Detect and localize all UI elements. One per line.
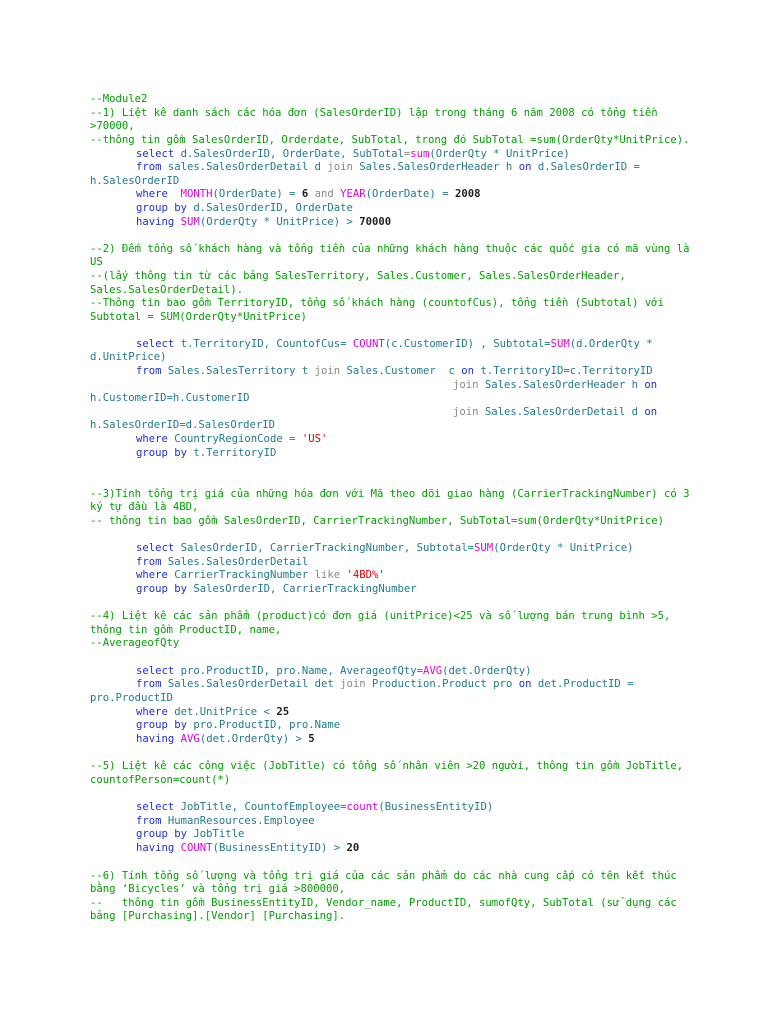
q2-join-continuation: h.CustomerID=h.CustomerID [90, 392, 250, 404]
sql-identifier: pro.ProductID, pro.Name [187, 719, 341, 731]
sql-identifier: Production.Product pro [365, 678, 519, 690]
sql-keyword: group by [136, 719, 188, 731]
q1-where-line [136, 188, 480, 202]
sql-number: 5 [308, 733, 315, 745]
sql-identifier: Sales.SalesOrderHeader h [478, 379, 645, 391]
q4-comment-line: --4) Liệt kê các sản phẩm (product)có đơn giá (unitPrice)<25 và số lượng bán trung bình >5, [90, 610, 671, 622]
sql-identifier: t.TerritoryID [187, 447, 277, 459]
q2-comment-line: Sales.SalesOrderDetail). [90, 284, 244, 296]
q2-comment-line: Subtotal = SUM(OrderQty*UnitPrice) [90, 311, 307, 323]
sql-keyword: on [644, 406, 658, 418]
q4-comment-line: thông tin gồm ProductID, name, [90, 624, 282, 636]
q3-from-line [136, 556, 308, 570]
q4-where-line [136, 706, 289, 720]
q2-group-line [136, 447, 276, 461]
q1-from-continuation: h.SalesOrderID [90, 175, 180, 187]
sql-number: 2008 [454, 188, 481, 200]
sql-keyword: where [136, 706, 168, 718]
q5-from-line [136, 815, 315, 829]
sql-keyword: join [340, 678, 366, 690]
q1-select-line [136, 148, 570, 162]
sql-identifier: CarrierTrackingNumber [167, 569, 315, 581]
sql-identifier: Sales.SalesTerritory t [161, 365, 315, 377]
sql-identifier: d.SalesOrderID, OrderDate [187, 202, 353, 214]
q2-from-line [136, 365, 653, 379]
sql-keyword: group by [136, 583, 188, 595]
sql-keyword: from [136, 365, 162, 377]
sql-identifier: Sales.SalesOrderDetail d [478, 406, 645, 418]
sql-keyword: from [136, 815, 162, 827]
sql-keyword: join [327, 161, 353, 173]
sql-keyword: on [644, 379, 658, 391]
sql-identifier: (det.OrderQty) > [199, 733, 309, 745]
sql-identifier: SalesOrderID, CarrierTrackingNumber, Subtotal= [174, 542, 475, 554]
q3-select-line [136, 542, 634, 556]
sql-number: 70000 [359, 216, 392, 228]
sql-identifier: CountryRegionCode = [167, 433, 302, 445]
q4-group-line [136, 719, 340, 733]
sql-identifier: (OrderQty * UnitPrice) [429, 148, 570, 160]
q2-join-continuation: h.SalesOrderID=d.SalesOrderID [90, 419, 275, 431]
q3-where-line [136, 569, 385, 583]
q1-having-line [136, 216, 391, 230]
q5-comment-line: --5) Liệt kê các công việc (JobTitle) có tổng số nhân viên >20 người, thông tin gồm JobTitle, [90, 760, 684, 772]
sql-string: '4BD%' [340, 569, 385, 581]
sql-identifier: (BusinessEntityID) > [212, 842, 347, 854]
sql-keyword: group by [136, 447, 188, 459]
sql-identifier: JobTitle, CountofEmployee= [174, 801, 347, 813]
sql-identifier: d.SalesOrderID = [531, 161, 640, 173]
sql-identifier: t.TerritoryID, CountofCus= [174, 338, 353, 350]
q3-group-line [136, 583, 417, 597]
sql-number: 25 [276, 706, 290, 718]
q1-group-line [136, 202, 353, 216]
q5-select-line [136, 801, 493, 815]
sql-keyword: select [136, 665, 175, 677]
sql-keyword: on [518, 678, 532, 690]
sql-number: 20 [346, 842, 360, 854]
q5-having-line [136, 842, 359, 856]
q3-comment-line: -- thông tin bao gồm SalesOrderID, CarrierTrackingNumber, SubTotal=sum(OrderQty*UnitPrice) [90, 515, 665, 527]
module-title: --Module2 [90, 93, 148, 105]
q3-comment-line: --3)Tính tổng trị giá của những hóa đơn với Mã theo dõi giao hàng (CarrierTrackingNumber) có 3 [90, 488, 690, 500]
sql-keyword: select [136, 338, 175, 350]
q2-join-line [453, 379, 657, 393]
q3-comment-line: ký tự đầu là 4BD, [90, 501, 199, 513]
sql-function: YEAR [340, 188, 366, 200]
sql-identifier: (BusinessEntityID) [378, 801, 494, 813]
q4-from-line [136, 678, 634, 692]
sql-keyword: having [136, 842, 175, 854]
sql-identifier: Sales.SalesOrderHeader h [352, 161, 519, 173]
sql-keyword: from [136, 678, 162, 690]
sql-identifier: JobTitle [187, 828, 245, 840]
sql-keyword: on [518, 161, 532, 173]
sql-function: COUNT [180, 842, 213, 854]
sql-keyword: from [136, 556, 162, 568]
sql-function: MONTH [180, 188, 213, 200]
sql-string: 'US' [301, 433, 328, 445]
sql-keyword: like [314, 569, 341, 581]
q2-comment-line: --(lấy thông tin từ các bảng SalesTerritory, Sales.Customer, Sales.SalesOrderHeader, [90, 270, 626, 282]
sql-function: SUM [180, 216, 200, 228]
sql-function: SUM [474, 542, 494, 554]
sql-keyword: join [453, 406, 479, 418]
sql-identifier: t.TerritoryID=c.TerritoryID [474, 365, 653, 377]
sql-identifier: det.ProductID = [531, 678, 634, 690]
sql-identifier: (OrderDate) = [212, 188, 302, 200]
sql-identifier: Sales.Customer c [340, 365, 462, 377]
sql-keyword: where [136, 569, 168, 581]
q6-comment-line: bảng [Purchasing].[Vendor] [Purchasing]. [90, 910, 346, 922]
q1-from-line [136, 161, 640, 175]
sql-operator: = [403, 148, 411, 160]
q1-comment-line: >70000, [90, 120, 135, 132]
q2-comment-line: --Thông tin bao gồm TerritoryID, tổng số khách hàng (countofCus), tổng tiền (Subtotal) với [90, 297, 665, 309]
sql-identifier: (OrderDate) = [365, 188, 455, 200]
sql-keyword: on [461, 365, 475, 377]
sql-keyword: where [136, 188, 168, 200]
sql-function: sum [410, 148, 430, 160]
q4-having-line [136, 733, 315, 747]
q2-select-line [136, 338, 653, 352]
sql-function: AVG [180, 733, 200, 745]
sql-function: SUM [550, 338, 570, 350]
q2-join-line [453, 406, 657, 420]
q4-comment-line: --AverageofQty [90, 637, 180, 649]
q1-comment-line: --1) Liệt kê danh sách các hóa đơn (SalesOrderID) lập trong tháng 6 năm 2008 có tổng tiền [90, 107, 658, 119]
q2-where-line [136, 433, 327, 447]
sql-keyword: from [136, 161, 162, 173]
sql-keyword: and [308, 188, 341, 200]
sql-identifier: (OrderQty * UnitPrice) [493, 542, 634, 554]
sql-keyword: group by [136, 828, 188, 840]
sql-identifier: (det.OrderQty) [442, 665, 532, 677]
q5-group-line [136, 828, 244, 842]
sql-identifier: (OrderQty * UnitPrice) > [199, 216, 360, 228]
sql-keyword: join [314, 365, 341, 377]
sql-identifier: Sales.SalesOrderDetail [161, 556, 309, 568]
sql-function: AVG [423, 665, 443, 677]
q2-comment-line: --2) Đếm tổng số khách hàng và tổng tiền của những khách hàng thuộc các quốc gia có mã vùng là [90, 243, 690, 255]
sql-keyword: select [136, 148, 175, 160]
q6-comment-line: bằng ‘Bicycles’ và tổng trị giá >800000, [90, 883, 346, 895]
sql-identifier: sales.SalesOrderDetail d [161, 161, 328, 173]
sql-keyword: select [136, 542, 175, 554]
q5-comment-line: countofPerson=count(*) [90, 774, 231, 786]
q2-comment-line: US [90, 256, 103, 268]
sql-identifier: pro.ProductID, pro.Name, AverageofQty= [174, 665, 424, 677]
q6-comment-line: -- thông tin gồm BusinessEntityID, Vendor_name, ProductID, sumofQty, SubTotal (sử dụng các [90, 897, 677, 909]
sql-function: COUNT [352, 338, 385, 350]
q2-select-continuation: d.UnitPrice) [90, 351, 167, 363]
q6-comment-line: --6) Tính tổng số lượng và tổng trị giá của các sản phẩm do các nhà cung cấp có tên kết thúc [90, 870, 677, 882]
sql-identifier: SalesOrderID, CarrierTrackingNumber [187, 583, 417, 595]
q1-comment-line: --thông tin gồm SalesOrderID, Orderdate, SubTotal, trong đó SubTotal =sum(OrderQty*UnitPrice). [90, 134, 690, 146]
sql-identifier: Sales.SalesOrderDetail det [161, 678, 341, 690]
sql-identifier: (d.OrderQty * [569, 338, 653, 350]
sql-identifier: d.SalesOrderID, OrderDate, SubTotal [174, 148, 404, 160]
sql-keyword: where [136, 433, 168, 445]
sql-number: 6 [301, 188, 309, 200]
sql-identifier: HumanResources.Employee [161, 815, 315, 827]
sql-identifier: (c.CustomerID) , Subtotal= [384, 338, 551, 350]
sql-keyword: select [136, 801, 175, 813]
sql-keyword: group by [136, 202, 188, 214]
sql-keyword: having [136, 733, 175, 745]
q4-from-continuation: pro.ProductID [90, 692, 173, 704]
sql-keyword: having [136, 216, 175, 228]
sql-keyword: join [453, 379, 479, 391]
sql-identifier: det.UnitPrice < [167, 706, 277, 718]
q4-select-line [136, 665, 531, 679]
sql-function: count [346, 801, 379, 813]
